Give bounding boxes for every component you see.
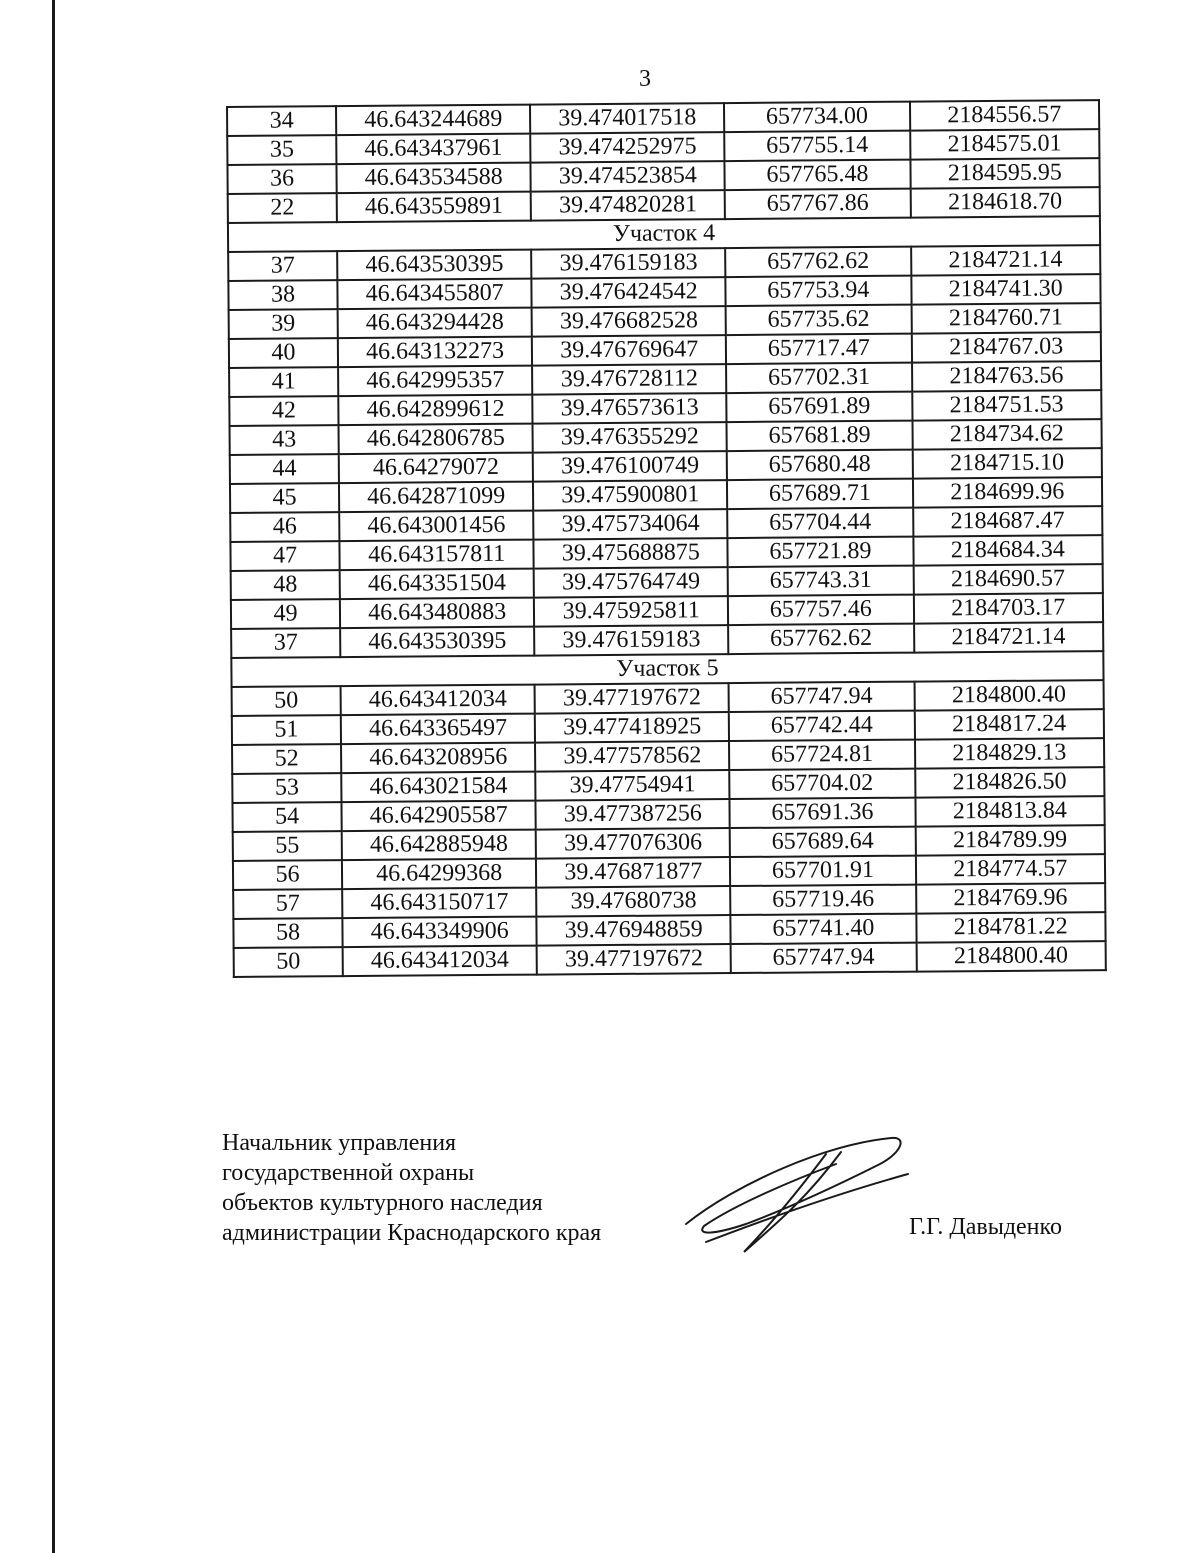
x-coordinate-cell: 657765.48 xyxy=(725,160,910,190)
latitude-cell: 46.643530395 xyxy=(337,250,531,281)
point-number-cell: 58 xyxy=(233,918,342,948)
latitude-cell: 46.64279072 xyxy=(339,453,533,484)
point-number-cell: 42 xyxy=(229,396,338,426)
longitude-cell: 39.474017518 xyxy=(530,103,724,134)
latitude-cell: 46.643349906 xyxy=(342,917,536,948)
x-coordinate-cell: 657691.36 xyxy=(730,798,915,828)
y-coordinate-cell: 2184703.17 xyxy=(913,593,1103,623)
y-coordinate-cell: 2184687.47 xyxy=(913,506,1103,536)
longitude-cell: 39.474820281 xyxy=(531,190,725,221)
point-number-cell: 53 xyxy=(232,773,341,803)
point-number-cell: 54 xyxy=(232,802,341,832)
scan-edge xyxy=(52,0,55,1553)
x-coordinate-cell: 657767.86 xyxy=(725,189,910,219)
x-coordinate-cell: 657721.89 xyxy=(728,537,913,567)
latitude-cell: 46.642871099 xyxy=(339,482,533,513)
y-coordinate-cell: 2184734.62 xyxy=(912,419,1102,449)
x-coordinate-cell: 657762.62 xyxy=(728,624,913,654)
y-coordinate-cell: 2184763.56 xyxy=(912,361,1102,391)
point-number-cell: 55 xyxy=(233,831,342,861)
latitude-cell: 46.642885948 xyxy=(342,830,536,861)
latitude-cell: 46.643559891 xyxy=(337,192,531,223)
x-coordinate-cell: 657735.62 xyxy=(726,305,911,335)
y-coordinate-cell: 2184789.99 xyxy=(915,825,1105,855)
latitude-cell: 46.643455807 xyxy=(337,279,531,310)
longitude-cell: 39.476682528 xyxy=(532,306,726,337)
x-coordinate-cell: 657743.31 xyxy=(728,566,913,596)
y-coordinate-cell: 2184826.50 xyxy=(915,767,1105,797)
longitude-cell: 39.476728112 xyxy=(532,364,726,395)
y-coordinate-cell: 2184800.40 xyxy=(914,680,1104,710)
latitude-cell: 46.643530395 xyxy=(340,627,534,658)
y-coordinate-cell: 2184829.13 xyxy=(914,738,1104,768)
point-number-cell: 52 xyxy=(232,744,341,774)
y-coordinate-cell: 2184800.40 xyxy=(916,941,1106,971)
point-number-cell: 41 xyxy=(229,367,338,397)
x-coordinate-cell: 657762.62 xyxy=(725,247,910,277)
longitude-cell: 39.475925811 xyxy=(534,596,728,627)
table-row xyxy=(234,941,1106,977)
point-number-cell: 43 xyxy=(230,425,339,455)
point-number-cell: 47 xyxy=(230,541,339,571)
x-coordinate-cell: 657719.46 xyxy=(730,885,915,915)
latitude-cell: 46.643157811 xyxy=(340,540,534,571)
x-coordinate-cell: 657691.89 xyxy=(727,392,912,422)
point-number-cell: 39 xyxy=(229,309,338,339)
longitude-cell: 39.476159183 xyxy=(534,625,728,656)
latitude-cell: 46.643480883 xyxy=(340,598,534,629)
x-coordinate-cell: 657717.47 xyxy=(726,334,911,364)
longitude-cell: 39.477197672 xyxy=(535,683,729,714)
y-coordinate-cell: 2184769.96 xyxy=(916,883,1106,913)
x-coordinate-cell: 657757.46 xyxy=(728,595,913,625)
y-coordinate-cell: 2184813.84 xyxy=(915,796,1105,826)
latitude-cell: 46.643150717 xyxy=(342,888,536,919)
position-line: объектов культурного наследия xyxy=(222,1190,543,1216)
point-number-cell: 34 xyxy=(227,106,336,136)
longitude-cell: 39.476424542 xyxy=(532,277,726,308)
point-number-cell: 56 xyxy=(233,860,342,890)
y-coordinate-cell: 2184575.01 xyxy=(910,129,1100,159)
y-coordinate-cell: 2184699.96 xyxy=(912,477,1102,507)
signatory-name: Г.Г. Давыденко xyxy=(909,1214,1062,1240)
point-number-cell: 45 xyxy=(230,483,339,513)
point-number-cell: 40 xyxy=(229,338,338,368)
position-line: Начальник управления xyxy=(222,1130,457,1156)
coordinates-table xyxy=(226,99,1107,978)
latitude-cell: 46.643412034 xyxy=(343,946,537,977)
longitude-cell: 39.475900801 xyxy=(533,480,727,511)
point-number-cell: 46 xyxy=(230,512,339,542)
y-coordinate-cell: 2184595.95 xyxy=(910,158,1100,188)
latitude-cell: 46.643294428 xyxy=(338,308,532,339)
longitude-cell: 39.476355292 xyxy=(533,422,727,453)
latitude-cell: 46.642806785 xyxy=(339,424,533,455)
point-number-cell: 35 xyxy=(227,135,336,165)
latitude-cell: 46.643351504 xyxy=(340,569,534,600)
latitude-cell: 46.643208956 xyxy=(341,743,535,774)
latitude-cell: 46.643412034 xyxy=(341,685,535,716)
page-number: 3 xyxy=(639,66,651,92)
longitude-cell: 39.476159183 xyxy=(531,248,725,279)
longitude-cell: 39.474523854 xyxy=(531,161,725,192)
longitude-cell: 39.476948859 xyxy=(537,915,731,946)
latitude-cell: 46.643437961 xyxy=(336,134,530,165)
x-coordinate-cell: 657704.44 xyxy=(728,508,913,538)
y-coordinate-cell: 2184817.24 xyxy=(914,709,1104,739)
y-coordinate-cell: 2184684.34 xyxy=(913,535,1103,565)
longitude-cell: 39.477418925 xyxy=(535,712,729,743)
x-coordinate-cell: 657747.94 xyxy=(729,682,914,712)
point-number-cell: 49 xyxy=(231,599,340,629)
x-coordinate-cell: 657704.02 xyxy=(730,769,915,799)
point-number-cell: 37 xyxy=(231,628,340,658)
x-coordinate-cell: 657701.91 xyxy=(730,856,915,886)
latitude-cell: 46.643001456 xyxy=(339,511,533,542)
point-number-cell: 48 xyxy=(231,570,340,600)
x-coordinate-cell: 657755.14 xyxy=(725,131,910,161)
y-coordinate-cell: 2184781.22 xyxy=(916,912,1106,942)
point-number-cell: 50 xyxy=(234,947,343,977)
section-label: Участок 5 xyxy=(231,651,1103,687)
y-coordinate-cell: 2184760.71 xyxy=(911,303,1101,333)
y-coordinate-cell: 2184721.14 xyxy=(911,245,1101,275)
latitude-cell: 46.642899612 xyxy=(338,395,532,426)
y-coordinate-cell: 2184751.53 xyxy=(912,390,1102,420)
x-coordinate-cell: 657734.00 xyxy=(724,102,909,132)
signatory-position xyxy=(222,1128,601,1248)
longitude-cell: 39.475764749 xyxy=(534,567,728,598)
point-number-cell: 22 xyxy=(228,193,337,223)
latitude-cell: 46.643132273 xyxy=(338,337,532,368)
x-coordinate-cell: 657742.44 xyxy=(729,711,914,741)
x-coordinate-cell: 657747.94 xyxy=(731,943,916,973)
y-coordinate-cell: 2184767.03 xyxy=(911,332,1101,362)
longitude-cell: 39.47680738 xyxy=(536,886,730,917)
y-coordinate-cell: 2184741.30 xyxy=(911,274,1101,304)
point-number-cell: 51 xyxy=(232,715,341,745)
longitude-cell: 39.476871877 xyxy=(536,857,730,888)
x-coordinate-cell: 657681.89 xyxy=(727,421,912,451)
longitude-cell: 39.476573613 xyxy=(532,393,726,424)
y-coordinate-cell: 2184774.57 xyxy=(915,854,1105,884)
latitude-cell: 46.643244689 xyxy=(336,105,530,136)
point-number-cell: 44 xyxy=(230,454,339,484)
position-line: администрации Краснодарского края xyxy=(222,1220,602,1246)
longitude-cell: 39.474252975 xyxy=(530,132,724,163)
latitude-cell: 46.643021584 xyxy=(341,772,535,803)
x-coordinate-cell: 657689.71 xyxy=(727,479,912,509)
point-number-cell: 37 xyxy=(228,251,337,281)
x-coordinate-cell: 657753.94 xyxy=(726,276,911,306)
y-coordinate-cell: 2184556.57 xyxy=(909,100,1099,130)
x-coordinate-cell: 657741.40 xyxy=(731,914,916,944)
handwritten-signature xyxy=(676,1124,916,1264)
longitude-cell: 39.477387256 xyxy=(536,799,730,830)
longitude-cell: 39.476100749 xyxy=(533,451,727,482)
point-number-cell: 36 xyxy=(227,164,336,194)
x-coordinate-cell: 657689.64 xyxy=(730,827,915,857)
latitude-cell: 46.64299368 xyxy=(342,859,536,890)
longitude-cell: 39.477076306 xyxy=(536,828,730,859)
y-coordinate-cell: 2184715.10 xyxy=(912,448,1102,478)
y-coordinate-cell: 2184690.57 xyxy=(913,564,1103,594)
longitude-cell: 39.475688875 xyxy=(534,538,728,569)
point-number-cell: 38 xyxy=(228,280,337,310)
longitude-cell: 39.476769647 xyxy=(532,335,726,366)
longitude-cell: 39.477578562 xyxy=(535,741,729,772)
longitude-cell: 39.477197672 xyxy=(537,944,731,975)
longitude-cell: 39.47754941 xyxy=(535,770,729,801)
point-number-cell: 50 xyxy=(232,686,341,716)
latitude-cell: 46.643534588 xyxy=(337,163,531,194)
y-coordinate-cell: 2184721.14 xyxy=(914,622,1104,652)
latitude-cell: 46.642995357 xyxy=(338,366,532,397)
latitude-cell: 46.643365497 xyxy=(341,714,535,745)
section-label: Участок 4 xyxy=(228,216,1100,252)
x-coordinate-cell: 657702.31 xyxy=(726,363,911,393)
point-number-cell: 57 xyxy=(233,889,342,919)
position-line: государственной охраны xyxy=(222,1160,475,1186)
x-coordinate-cell: 657680.48 xyxy=(727,450,912,480)
longitude-cell: 39.475734064 xyxy=(533,509,727,540)
x-coordinate-cell: 657724.81 xyxy=(729,740,914,770)
latitude-cell: 46.642905587 xyxy=(342,801,536,832)
y-coordinate-cell: 2184618.70 xyxy=(910,187,1100,217)
